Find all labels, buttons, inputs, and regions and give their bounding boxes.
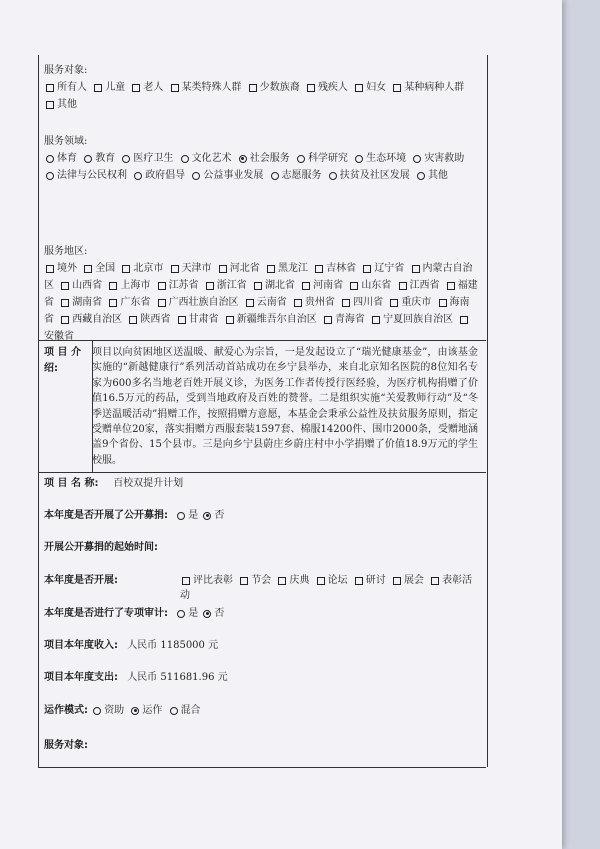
project-name-value: 百校双提升计划 (113, 478, 184, 489)
regions-opts-item[interactable] (313, 263, 356, 274)
option-label: 安徽省 (44, 331, 74, 342)
fundraising-start-row (44, 540, 174, 555)
public-fundraising-no-radio[interactable] (203, 512, 211, 520)
regions-opts-item[interactable] (217, 263, 260, 274)
option-label: 节会 (251, 575, 272, 586)
radio-icon[interactable] (122, 155, 130, 163)
option-label: 江西省 (409, 280, 440, 291)
checkbox-icon[interactable] (219, 265, 227, 273)
radio-icon[interactable] (297, 155, 305, 163)
option-label: 重庆市 (401, 297, 432, 308)
checkbox-icon[interactable] (182, 577, 190, 585)
activities-opts-item[interactable] (276, 575, 309, 586)
regions-opts-item[interactable] (300, 280, 343, 291)
radio-icon[interactable] (170, 707, 178, 715)
option-label: 展会 (403, 575, 424, 586)
regions-opts-item[interactable] (224, 314, 317, 325)
option-label: 少数族裔 (259, 82, 300, 93)
checkbox-icon[interactable] (122, 265, 130, 273)
expense-row (44, 670, 264, 685)
option-label: 全国 (95, 263, 116, 274)
option-label: 某种病种人群 (404, 82, 465, 93)
option-label: 宁夏回族自治区 (383, 314, 454, 325)
targets-opts-item[interactable] (44, 82, 87, 93)
special-audit-row (44, 606, 264, 621)
regions-opts-item[interactable] (340, 297, 383, 308)
areas-opts-item[interactable] (120, 153, 173, 164)
row-divider (38, 472, 486, 473)
checkbox-icon[interactable] (302, 282, 310, 290)
areas-opts-item[interactable] (415, 170, 448, 181)
checkbox-icon[interactable] (46, 265, 54, 273)
option-label: 四川省 (353, 297, 384, 308)
checkbox-icon[interactable] (226, 316, 234, 324)
service-areas-label: 服务领域: (44, 136, 88, 147)
checkbox-icon[interactable] (178, 316, 186, 324)
radio-icon[interactable] (271, 172, 279, 180)
targets-opts-item[interactable] (305, 82, 348, 93)
checkbox-icon[interactable] (61, 316, 69, 324)
areas-opts-item[interactable] (132, 170, 185, 181)
checkbox-icon[interactable] (158, 299, 166, 307)
checkbox-icon[interactable] (307, 84, 315, 92)
special-audit-yes-radio[interactable] (177, 610, 185, 618)
income-row (44, 638, 264, 653)
option-label: 陕西省 (140, 314, 171, 325)
checkbox-icon[interactable] (399, 282, 407, 290)
option-label: 其他 (427, 170, 448, 181)
option-label: 青海省 (334, 314, 365, 325)
regions-opts-item[interactable] (370, 314, 453, 325)
checkbox-icon[interactable] (324, 316, 332, 324)
radio-icon[interactable] (413, 155, 421, 163)
checkbox-icon[interactable] (393, 577, 401, 585)
option-label: 上海市 (120, 280, 151, 291)
service-regions-label: 服务地区: (44, 246, 88, 257)
option-label: 庆典 (289, 575, 310, 586)
option-label: 所有人 (57, 82, 87, 93)
mode-opts-item[interactable] (91, 705, 124, 716)
public-fundraising-label: 本年度是否开展了公开募捐: (44, 510, 168, 521)
option-label: 湖南省 (72, 297, 103, 308)
areas-opts-item[interactable] (411, 153, 464, 164)
checkbox-icon[interactable] (206, 282, 214, 290)
project-intro-label: 项 目 介 绍: (44, 347, 81, 374)
option-label: 辽宁省 (374, 263, 405, 274)
checkbox-icon[interactable] (132, 84, 140, 92)
checkbox-icon[interactable] (460, 316, 468, 324)
checkbox-icon[interactable] (278, 577, 286, 585)
targets-opts-item[interactable] (247, 82, 300, 93)
targets-opts-item[interactable] (353, 82, 386, 93)
targets-opts-item[interactable] (92, 82, 125, 93)
expense-value: 人民币 511681.96 元 (127, 672, 228, 683)
regions-opts-item[interactable] (322, 314, 365, 325)
checkbox-icon[interactable] (46, 101, 54, 109)
service-areas-options (44, 150, 480, 184)
option-label: 科学研究 (307, 153, 348, 164)
public-fundraising-row (44, 508, 264, 523)
targets-opts-item[interactable] (169, 82, 242, 93)
option-label: 老人 (143, 82, 164, 93)
regions-opts-item[interactable] (59, 297, 102, 308)
activities-label: 本年度是否开展: (44, 575, 118, 586)
option-label: 广西壮族自治区 (168, 297, 239, 308)
areas-opts-item[interactable] (44, 153, 77, 164)
regions-opts-item[interactable] (265, 263, 308, 274)
regions-opts-item[interactable] (292, 297, 335, 308)
checkbox-icon[interactable] (109, 282, 117, 290)
option-label: 生态环境 (366, 153, 407, 164)
option-label: 某类特殊人群 (181, 82, 242, 93)
regions-opts-item[interactable] (127, 314, 170, 325)
radio-icon[interactable] (46, 155, 54, 163)
regions-opts-item[interactable] (156, 297, 239, 308)
areas-opts-item[interactable] (190, 170, 263, 181)
checkbox-icon[interactable] (61, 299, 69, 307)
checkbox-icon[interactable] (390, 299, 398, 307)
areas-opts-item[interactable] (237, 153, 290, 164)
regions-opts-item[interactable] (244, 297, 287, 308)
service-regions-section (44, 243, 480, 345)
checkbox-icon[interactable] (61, 282, 69, 290)
option-label: 资助 (104, 705, 125, 716)
option-label: 论坛 (327, 575, 348, 586)
checkbox-icon[interactable] (294, 299, 302, 307)
option-label: 广东省 (120, 297, 151, 308)
regions-opts-item[interactable] (107, 297, 150, 308)
checkbox-icon[interactable] (447, 282, 455, 290)
regions-opts-item[interactable] (176, 314, 219, 325)
targets-opts-item[interactable] (130, 82, 163, 93)
checkbox-icon[interactable] (109, 299, 117, 307)
service-targets-options (44, 79, 480, 113)
regions-opts-item[interactable] (44, 263, 77, 274)
option-label: 北京市 (133, 263, 164, 274)
checkbox-icon[interactable] (246, 299, 254, 307)
public-fundraising-no-label: 否 (214, 510, 225, 521)
radio-icon[interactable] (417, 172, 425, 180)
special-audit-no-radio[interactable] (203, 610, 211, 618)
option-label: 残疾人 (317, 82, 348, 93)
service-targets-section (44, 62, 480, 113)
areas-opts-item[interactable] (295, 153, 348, 164)
activities-options (180, 573, 480, 603)
checkbox-icon[interactable] (249, 84, 257, 92)
option-label: 山东省 (361, 280, 392, 291)
checkbox-icon[interactable] (129, 316, 137, 324)
project-intro-text: 项目以向贫困地区送温暖、献爱心为宗旨，一是发起设立了“瑞光健康基金”，由该基金实施的“新越健康行”系列活动首站成功在乡宁县举办，来自北京知名医院的8位知名专家为600多名当地老百姓开展义诊，为医务工作者传授行医经验，为医疗机构捐赠了价值16.5万元的药品，受到当地政府及百姓的赞誉。二是组织实施“关爱教师行动”及“冬季送温暖活动”捐赠工作，按照捐赠方意愿，本基金会秉承公益性及扶贫服务原则，指定受赠单位20家，落实捐赠方西服套装1597套、棉服14200件、围巾2000条，受赠地涵盖9个省份、15个县市。三是向乡宁县蔚庄乡蔚庄村中小学捐赠了价值18.9万元的学生校服。 (92, 347, 478, 466)
regions-opts-item[interactable] (156, 280, 199, 291)
regions-opts-item[interactable] (397, 280, 440, 291)
activities-opts-item[interactable] (391, 575, 424, 586)
public-fundraising-yes-label: 是 (188, 510, 199, 521)
option-label: 灾害救助 (424, 153, 465, 164)
checkbox-icon[interactable] (46, 84, 54, 92)
checkbox-icon[interactable] (84, 265, 92, 273)
regions-opts-item[interactable] (82, 263, 115, 274)
option-label: 表彰活动 (180, 575, 473, 601)
option-label: 研讨 (365, 575, 386, 586)
option-label: 社会服务 (249, 153, 290, 164)
option-label: 医疗卫生 (133, 153, 174, 164)
service-areas-section (44, 133, 480, 184)
option-label: 公益事业发展 (203, 170, 264, 181)
option-label: 云南省 (256, 297, 287, 308)
option-label: 内蒙古自治区 (44, 263, 473, 291)
option-label: 甘肃省 (188, 314, 219, 325)
regions-opts-item[interactable] (388, 297, 431, 308)
checkbox-icon[interactable] (412, 265, 420, 273)
checkbox-icon[interactable] (254, 282, 262, 290)
option-label: 福建省 (44, 280, 478, 308)
option-label: 运作 (142, 705, 163, 716)
option-label: 贵州省 (304, 297, 335, 308)
radio-icon[interactable] (192, 172, 200, 180)
checkbox-icon[interactable] (240, 577, 248, 585)
option-label: 浙江省 (216, 280, 247, 291)
income-value: 人民币 1185000 元 (127, 640, 219, 651)
regions-opts-item[interactable] (59, 280, 102, 291)
radio-icon[interactable] (355, 155, 363, 163)
radio-icon[interactable] (93, 707, 101, 715)
regions-opts-item[interactable] (120, 263, 163, 274)
operation-mode-label: 运作模式: (44, 705, 88, 716)
areas-opts-item[interactable] (353, 153, 406, 164)
mode-opts-item[interactable] (129, 705, 162, 716)
option-label: 体育 (57, 153, 77, 164)
areas-opts-item[interactable] (179, 153, 232, 164)
option-label: 西藏自治区 (72, 314, 123, 325)
checkbox-icon[interactable] (355, 84, 363, 92)
service-targets-2-label: 服务对象: (44, 740, 88, 751)
checkbox-icon[interactable] (171, 265, 179, 273)
checkbox-icon[interactable] (317, 577, 325, 585)
income-label: 项目本年度收入: (44, 640, 118, 651)
areas-opts-item[interactable] (44, 170, 127, 181)
project-name-label: 项 目 名 称: (44, 478, 99, 489)
targets-opts-item[interactable] (44, 99, 77, 110)
option-label: 海南省 (44, 297, 470, 325)
fundraising-start-label: 开展公开募捐的起始时间: (44, 542, 158, 553)
option-label: 法律与公民权利 (57, 170, 127, 181)
areas-opts-item[interactable] (82, 153, 115, 164)
checkbox-icon[interactable] (439, 299, 447, 307)
areas-opts-item[interactable] (269, 170, 322, 181)
operation-mode-row (44, 703, 344, 718)
regions-opts-item[interactable] (107, 280, 150, 291)
regions-opts-item[interactable] (348, 280, 391, 291)
option-label: 境外 (57, 263, 77, 274)
mode-opts-item[interactable] (168, 705, 201, 716)
project-name-row (44, 476, 480, 491)
option-label: 教育 (95, 153, 116, 164)
option-label: 妇女 (366, 82, 387, 93)
checkbox-icon[interactable] (158, 282, 166, 290)
option-label: 湖北省 (264, 280, 295, 291)
option-label: 文化艺术 (191, 153, 232, 164)
checkbox-icon[interactable] (267, 265, 275, 273)
checkbox-icon[interactable] (171, 84, 179, 92)
regions-opts-item[interactable] (59, 314, 122, 325)
special-audit-no-label: 否 (214, 608, 225, 619)
activities-opts-item[interactable] (353, 575, 386, 586)
special-audit-yes-label: 是 (188, 608, 199, 619)
radio-icon[interactable] (134, 172, 142, 180)
option-label: 其他 (57, 99, 77, 110)
activities-opts-item[interactable] (315, 575, 348, 586)
public-fundraising-yes-radio[interactable] (177, 512, 185, 520)
option-label: 混合 (180, 705, 201, 716)
option-label: 新疆维吾尔自治区 (236, 314, 317, 325)
checkbox-icon[interactable] (94, 84, 102, 92)
special-audit-label: 本年度是否进行了专项审计: (44, 608, 168, 619)
checkbox-icon[interactable] (431, 577, 439, 585)
radio-icon[interactable] (131, 707, 139, 715)
radio-icon[interactable] (84, 155, 92, 163)
table-bottom-border (38, 767, 486, 768)
radio-icon[interactable] (239, 155, 247, 163)
checkbox-icon[interactable] (350, 282, 358, 290)
option-label: 江苏省 (168, 280, 199, 291)
option-label: 评比表彰 (193, 575, 233, 586)
regions-opts-item[interactable] (361, 263, 404, 274)
radio-icon[interactable] (46, 172, 54, 180)
option-label: 儿童 (105, 82, 126, 93)
option-label: 山西省 (72, 280, 103, 291)
areas-opts-item[interactable] (327, 170, 410, 181)
service-regions-options (44, 260, 480, 345)
option-label: 河北省 (229, 263, 260, 274)
checkbox-icon[interactable] (342, 299, 350, 307)
option-label: 河南省 (313, 280, 344, 291)
activities-opts-item[interactable] (180, 575, 233, 586)
regions-opts-item[interactable] (169, 263, 212, 274)
expense-label: 项目本年度支出: (44, 672, 118, 683)
activities-opts-item[interactable] (238, 575, 271, 586)
regions-opts-item[interactable] (252, 280, 295, 291)
option-label: 志愿服务 (281, 170, 322, 181)
radio-icon[interactable] (181, 155, 189, 163)
checkbox-icon[interactable] (363, 265, 371, 273)
option-label: 扶贫及社区发展 (339, 170, 410, 181)
service-targets-label: 服务对象: (44, 65, 88, 76)
checkbox-icon[interactable] (355, 577, 363, 585)
operation-mode-options (91, 705, 202, 716)
regions-opts-item[interactable] (204, 280, 247, 291)
checkbox-icon[interactable] (372, 316, 380, 324)
option-label: 天津市 (181, 263, 212, 274)
option-label: 吉林省 (326, 263, 357, 274)
option-label: 政府倡导 (145, 170, 186, 181)
targets-opts-item[interactable] (391, 82, 464, 93)
checkbox-icon[interactable] (393, 84, 401, 92)
option-label: 黑龙江 (277, 263, 308, 274)
radio-icon[interactable] (329, 172, 337, 180)
checkbox-icon[interactable] (315, 265, 323, 273)
